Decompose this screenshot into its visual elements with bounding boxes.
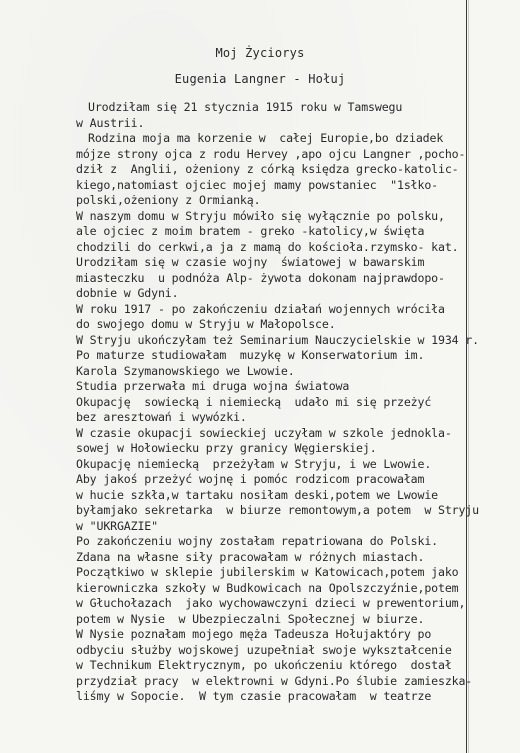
text-line: Okupację niemiecką przeżyłam w Stryju, i we Lwowie. <box>76 456 432 471</box>
text-line: w Austrii. <box>76 115 145 130</box>
text-line: sowej w Hołowiecku przy granicy Węgierskiej. <box>76 441 377 455</box>
text-line: Studia przerwała mi druga wojna światowa <box>76 379 350 393</box>
text-line: W Stryju ukończyłam też Seminarium Nauczycielskie w 1934 r. <box>76 332 479 347</box>
text-line: kierowniczka szkoły w Budkowicach na Opolszczyźnie,potem <box>76 580 459 595</box>
text-line: polski,ożeniony z Ormianką. <box>76 193 261 207</box>
text-line: w Głuchołazach jako wychowawczyni dzieci w prewentorium, <box>76 596 466 610</box>
text-line: kiego,natomiast ojciec mojej mamy powstaniec "1słko- <box>76 177 438 192</box>
document-title: Moj Życiorys <box>215 46 305 60</box>
text-line: W roku 1917 - po zakończeniu działań wojennych wróciła <box>76 301 445 316</box>
text-line: ale ojciec z moim bratem - greko -katolicy,w święta <box>76 224 425 238</box>
text-line: potem w Nysie w Ubezpieczalni Społecznej w biurze. <box>76 611 425 626</box>
text-line: W czasie okupacji sowieckiej uczyłam w szkole jednokla- <box>76 425 452 440</box>
text-line: Karola Szymanowskiego we Lwowie. <box>76 363 295 378</box>
text-line: mójze strony ojca z rodu Hervey ,apo ojcu Langner ,pocho- <box>76 146 466 161</box>
text-line: Zdana na własne siły pracowałam w różnych miastach. <box>76 549 425 564</box>
text-line: Okupację sowiecką i niemiecką udało mi się przeżyć <box>76 394 432 409</box>
text-line: Po zakończeniu wojny zostałam repatriowana do Polski. <box>76 534 438 548</box>
text-line: liśmy w Sopocie. W tym czasie pracowałam w teatrze <box>76 689 432 703</box>
text-line: Urodziłam się w czasie wojny światowej w bawarskim <box>76 255 425 269</box>
text-line: Początkiwo w sklepie jubilerskim w Katowicach,potem jako <box>76 565 459 579</box>
text-line: przydział pracy w elektrowni w Gdyni.Po ślubie zamieszka- <box>76 673 473 688</box>
text-line: w Technikum Elektrycznym, po ukończeniu którego dostał <box>76 658 452 672</box>
text-line: Aby jakoś przeżyć wojnę i pomóc rodzicom pracowałam <box>76 472 425 486</box>
text-line: Po maturze studiowałam muzykę w Konserwatorium im. <box>76 348 425 362</box>
text-line: dobnie w Gdyni. <box>76 286 179 300</box>
text-line: odbyciu służby wojskowej uzupełniał swoje wykształcenie <box>76 642 452 657</box>
text-line: Rodzina moja ma korzenie w całej Europie,bo dziadek <box>88 131 444 145</box>
document-author: Eugenia Langner - Hołuj <box>174 72 346 86</box>
text-line: do swojego domu w Stryju w Małopolsce. <box>76 317 336 331</box>
text-line: chodzili do cerkwi,a ja z mamą do kościoła.rzymsko- kat. <box>76 239 459 254</box>
text-line: w "UKRGAZIE" <box>76 518 158 533</box>
text-line: Urodziłam się 21 stycznia 1915 roku w Tamswegu <box>88 100 403 114</box>
text-line: W naszym domu w Stryju mówiło się wyłącznie po polsku, <box>76 208 445 223</box>
text-line: W Nysie poznałam mojego męża Tadeusza Hołujaktóry po <box>76 627 432 641</box>
text-line: bez aresztowań i wywózki. <box>76 410 247 424</box>
text-line: miasteczku u podnóża Alp- żywota dokonam najprawdopo- <box>76 270 445 285</box>
text-line: byłamjako sekretarka w biurze remontowym,a potem w Stryju <box>76 503 479 517</box>
text-line: w hucie szkła,w tartaku nosiłam deski,potem we Lwowie <box>76 487 438 502</box>
text-line: dził z Anglii, ożeniony z córką księdza grecko-katolic- <box>76 162 459 176</box>
